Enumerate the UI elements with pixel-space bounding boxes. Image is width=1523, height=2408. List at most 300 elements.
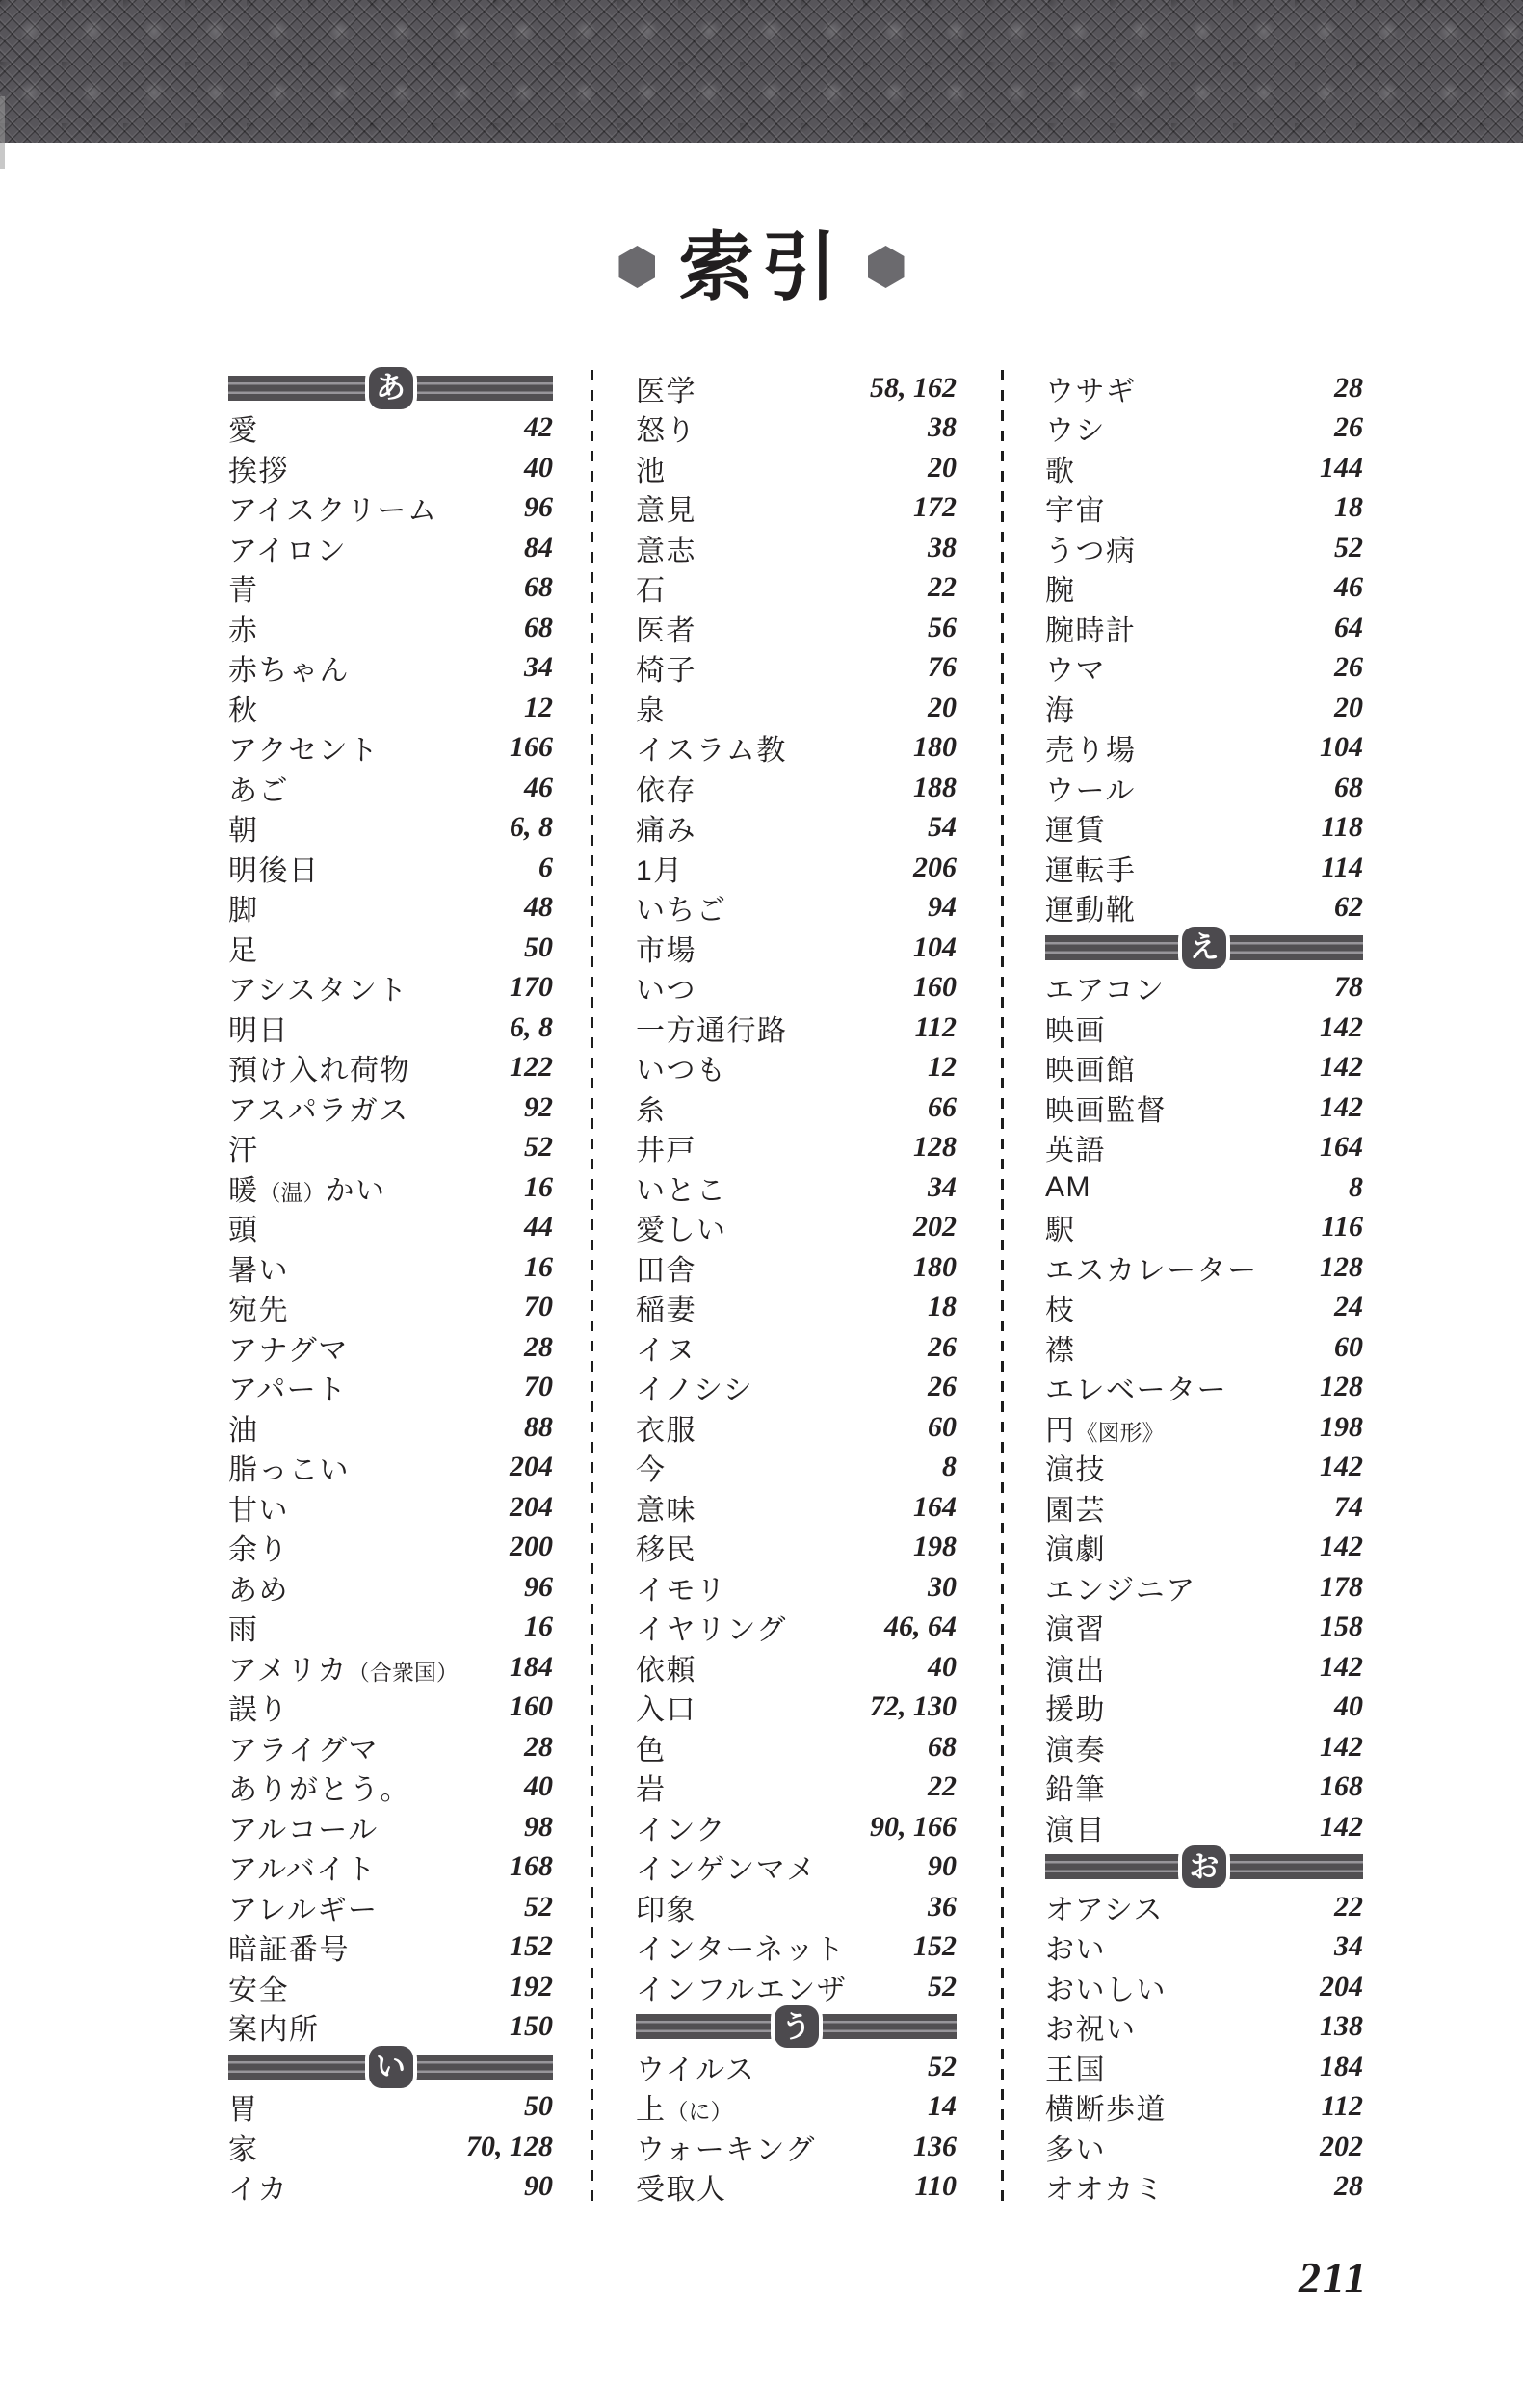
entry-term: 移民: [636, 1534, 696, 1567]
entry-page-numbers: 180: [913, 1250, 957, 1283]
index-entry: [636, 768, 957, 808]
entry-term: 秋: [228, 694, 259, 727]
index-entry: [228, 1288, 553, 1328]
entry-page-numbers: 168: [1320, 1770, 1363, 1803]
section-kana-badge: う: [775, 2005, 819, 2048]
index-entry: [228, 928, 553, 968]
entry-term: アレルギー: [228, 1894, 379, 1926]
entry-page-numbers: 184: [510, 1650, 553, 1683]
entry-page-numbers: 128: [913, 1131, 957, 1164]
index-entry: [1045, 2127, 1363, 2167]
entry-term: イヤリング: [636, 1614, 787, 1647]
entry-term: エアコン: [1045, 975, 1166, 1008]
index-entry: [228, 1327, 553, 1368]
index-entry: [228, 1247, 553, 1288]
entry-term: ウイルス: [636, 2054, 756, 2086]
section-kana-badge: い: [369, 2046, 413, 2088]
entry-term: 演技: [1045, 1454, 1106, 1487]
section-header-い: [228, 2047, 553, 2087]
entry-term: 脚: [228, 895, 259, 928]
entry-page-numbers: 40: [524, 451, 553, 484]
entry-term: いつ: [636, 975, 696, 1008]
entry-term: 上（に）: [636, 2094, 733, 2127]
entry-term: アパート: [228, 1374, 348, 1407]
index-entry: [1045, 1567, 1363, 1608]
index-entry: [228, 1008, 553, 1048]
index-entry: [636, 2127, 957, 2167]
index-entry: [1045, 1048, 1363, 1088]
entry-term: いとこ: [636, 1174, 727, 1207]
index-entry: [228, 848, 553, 888]
index-entry: [228, 448, 553, 488]
entry-term: 田舎: [636, 1254, 696, 1287]
entry-term: 糸: [636, 1094, 667, 1127]
entry-page-numbers: 188: [913, 771, 957, 803]
entry-page-numbers: 22: [1334, 1890, 1363, 1923]
entry-term: インターネット: [636, 1934, 846, 1967]
entry-page-numbers: 94: [928, 891, 957, 924]
index-entry: [228, 2167, 553, 2208]
index-entry: [636, 1128, 957, 1168]
entry-page-numbers: 42: [524, 411, 553, 444]
index-entry: [228, 1487, 553, 1528]
section-header-bar: [1045, 1849, 1363, 1884]
entry-term: 色: [636, 1734, 667, 1767]
entry-term: 暗証番号: [228, 1934, 350, 1967]
entry-page-numbers: 34: [928, 1170, 957, 1203]
index-entry: [1045, 2047, 1363, 2087]
entry-page-numbers: 8: [1349, 1170, 1363, 1203]
entry-page-numbers: 144: [1320, 451, 1363, 484]
entry-term: 印象: [636, 1894, 696, 1926]
entry-page-numbers: 30: [928, 1570, 957, 1603]
entry-term: いつも: [636, 1055, 727, 1087]
entry-page-numbers: 96: [524, 491, 553, 524]
entry-page-numbers: 114: [1321, 851, 1363, 883]
entry-page-numbers: 16: [524, 1250, 553, 1283]
section-header-あ: [228, 368, 553, 408]
entry-page-numbers: 52: [524, 1131, 553, 1164]
entry-page-numbers: 18: [1334, 491, 1363, 524]
entry-term: 朝: [228, 815, 259, 848]
entry-term: 胃: [228, 2094, 259, 2127]
entry-page-numbers: 112: [1321, 2090, 1363, 2123]
entry-term: 売り場: [1045, 735, 1137, 768]
index-entry: [636, 1727, 957, 1767]
index-entry: [636, 2047, 957, 2087]
entry-page-numbers: 104: [1320, 731, 1363, 764]
entry-term: アスパラガス: [228, 1094, 409, 1127]
entry-page-numbers: 202: [913, 1211, 957, 1243]
index-entry: [1045, 1008, 1363, 1048]
section-header-え: [1045, 928, 1363, 968]
entry-page-numbers: 142: [1320, 1810, 1363, 1843]
entry-page-numbers: 28: [1334, 371, 1363, 404]
entry-term: 円《図形》: [1045, 1414, 1165, 1447]
index-entry: [1045, 488, 1363, 529]
index-entry: [228, 1087, 553, 1128]
index-entry: [1045, 1247, 1363, 1288]
entry-term: 汗: [228, 1135, 259, 1167]
entry-term: 衣服: [636, 1414, 696, 1447]
entry-page-numbers: 204: [510, 1451, 553, 1483]
entry-page-numbers: 6: [538, 851, 553, 883]
entry-term: 英語: [1045, 1135, 1106, 1167]
index-entry: [1045, 448, 1363, 488]
entry-term: 雨: [228, 1614, 259, 1647]
entry-page-numbers: 58, 162: [870, 371, 957, 404]
index-entry: [228, 568, 553, 609]
index-entry: [636, 2167, 957, 2208]
entry-page-numbers: 142: [1320, 1650, 1363, 1683]
index-entry: [636, 1448, 957, 1488]
index-entry: [636, 1487, 957, 1528]
index-entry: [228, 1927, 553, 1968]
entry-term: 医学: [636, 375, 696, 407]
index-entry: [1045, 2087, 1363, 2128]
entry-term: 赤: [228, 615, 259, 647]
entry-page-numbers: 68: [1334, 771, 1363, 803]
entry-term: 宛先: [228, 1295, 289, 1327]
entry-term: 脂っこい: [228, 1454, 350, 1487]
hexagon-icon: [618, 246, 655, 288]
entry-page-numbers: 38: [928, 411, 957, 444]
entry-term: いちご: [636, 895, 727, 928]
index-entry: [636, 1647, 957, 1688]
entry-page-numbers: 152: [913, 1930, 957, 1963]
index-entry: [1045, 1368, 1363, 1408]
entry-term: 暖（温）かい: [228, 1174, 386, 1207]
index-entry: [636, 1608, 957, 1648]
entry-page-numbers: 46, 64: [884, 1610, 957, 1643]
index-entry: [636, 648, 957, 689]
entry-term: 依頼: [636, 1654, 696, 1687]
entry-term: 意志: [636, 535, 696, 567]
entry-term: 安全: [228, 1974, 289, 2006]
index-entry: [228, 1528, 553, 1568]
entry-page-numbers: 8: [942, 1451, 957, 1483]
entry-page-numbers: 98: [524, 1810, 553, 1843]
index-entry: [1045, 1727, 1363, 1767]
entry-term: 甘い: [228, 1494, 289, 1527]
entry-page-numbers: 60: [1334, 1330, 1363, 1363]
entry-term: 受取人: [636, 2174, 727, 2207]
entry-page-numbers: 128: [1320, 1371, 1363, 1403]
index-entry: [228, 528, 553, 568]
entry-page-numbers: 38: [928, 531, 957, 563]
index-entry: [1045, 1688, 1363, 1728]
index-entry: [636, 688, 957, 728]
entry-page-numbers: 90, 166: [870, 1810, 957, 1843]
entry-page-numbers: 60: [928, 1410, 957, 1443]
index-entry: [636, 1847, 957, 1888]
index-entry: [636, 1247, 957, 1288]
entry-page-numbers: 204: [1320, 1970, 1363, 2002]
index-entry: [228, 2007, 553, 2048]
index-entry: [1045, 1167, 1363, 1208]
index-entry: [228, 648, 553, 689]
entry-term: あご: [228, 774, 289, 807]
entry-page-numbers: 68: [928, 1730, 957, 1763]
index-entry: [228, 488, 553, 529]
entry-page-numbers: 88: [524, 1410, 553, 1443]
index-entry: [1045, 2007, 1363, 2048]
entry-page-numbers: 72, 130: [870, 1690, 957, 1723]
entry-term: 誤り: [228, 1694, 289, 1727]
index-entry: [1045, 688, 1363, 728]
index-entry: [228, 1368, 553, 1408]
page-title: 索引: [678, 224, 845, 309]
index-entry: [1045, 1128, 1363, 1168]
entry-page-numbers: 24: [1334, 1291, 1363, 1323]
entry-term: AM: [1045, 1170, 1091, 1203]
index-entry: [228, 1807, 553, 1847]
index-entry: [636, 1208, 957, 1248]
entry-term: インフルエンザ: [636, 1974, 848, 2006]
index-entry: [636, 1167, 957, 1208]
entry-term: ウシ: [1045, 415, 1106, 448]
entry-page-numbers: 56: [928, 611, 957, 643]
index-entry: [636, 1927, 957, 1968]
entry-page-numbers: 172: [913, 491, 957, 524]
index-entry: [228, 1448, 553, 1488]
section-header-bar: [228, 2050, 553, 2084]
entry-page-numbers: 142: [1320, 1090, 1363, 1123]
index-entry: [228, 2127, 553, 2167]
entry-page-numbers: 64: [1334, 611, 1363, 643]
decorative-plaid-banner: [0, 0, 1523, 143]
entry-term: 腕時計: [1045, 615, 1137, 647]
index-column-1: [228, 368, 553, 2207]
index-entry: [1045, 368, 1363, 408]
entry-term: アシスタント: [228, 975, 408, 1008]
entry-term: 演出: [1045, 1654, 1106, 1687]
index-entry: [1045, 1288, 1363, 1328]
term-annotation: （温）: [258, 1179, 326, 1205]
entry-term: イヌ: [636, 1334, 696, 1367]
entry-page-numbers: 26: [928, 1330, 957, 1363]
entry-term: 愛: [228, 415, 259, 448]
index-entry: [1045, 1528, 1363, 1568]
entry-page-numbers: 76: [928, 651, 957, 684]
entry-page-numbers: 18: [928, 1291, 957, 1323]
entry-term: 一方通行路: [636, 1014, 788, 1047]
entry-page-numbers: 12: [928, 1051, 957, 1084]
index-entry: [636, 1087, 957, 1128]
entry-term: 腕: [1045, 575, 1076, 608]
entry-term: 余り: [228, 1534, 289, 1567]
entry-term: 暑い: [228, 1254, 289, 1287]
entry-term: 横断歩道: [1045, 2094, 1167, 2127]
index-entry: [228, 1407, 553, 1448]
entry-page-numbers: 142: [1320, 1730, 1363, 1763]
entry-term: 預け入れ荷物: [228, 1055, 410, 1087]
entry-page-numbers: 6, 8: [510, 1010, 553, 1043]
entry-term: アルコール: [228, 1814, 379, 1846]
entry-term: アイスクリーム: [228, 495, 438, 528]
entry-page-numbers: 202: [1320, 2130, 1363, 2162]
entry-term: 海: [1045, 694, 1076, 727]
index-entry: [636, 1368, 957, 1408]
index-entry: [228, 1967, 553, 2007]
index-entry: [228, 1647, 553, 1688]
entry-term: エスカレーター: [1045, 1254, 1258, 1287]
index-entry: [636, 2087, 957, 2128]
entry-page-numbers: 28: [1334, 2170, 1363, 2203]
entry-term: 依存: [636, 774, 696, 807]
index-entry: [228, 1167, 553, 1208]
entry-page-numbers: 158: [1320, 1610, 1363, 1643]
column-separator-dashed-line: [1001, 370, 1004, 2206]
index-entry: [228, 728, 553, 769]
index-entry: [636, 1688, 957, 1728]
entry-term: 映画: [1045, 1014, 1106, 1047]
index-entry: [636, 1887, 957, 1927]
entry-term: イスラム教: [636, 735, 787, 768]
entry-page-numbers: 44: [524, 1211, 553, 1243]
entry-page-numbers: 92: [524, 1090, 553, 1123]
section-header-う: [636, 2007, 957, 2048]
index-entry: [636, 1288, 957, 1328]
entry-term: 青: [228, 575, 259, 608]
section-kana-badge: え: [1182, 927, 1226, 969]
entry-page-numbers: 110: [914, 2170, 957, 2203]
entry-term: イカ: [228, 2174, 289, 2207]
entry-page-numbers: 206: [913, 851, 957, 883]
entry-term: 運賃: [1045, 815, 1106, 848]
entry-page-numbers: 160: [913, 971, 957, 1004]
section-kana-badge: お: [1182, 1845, 1226, 1888]
index-entry: [636, 1767, 957, 1808]
index-entry: [228, 408, 553, 449]
entry-page-numbers: 204: [510, 1490, 553, 1523]
index-entry: [636, 568, 957, 609]
index-entry: [1045, 1967, 1363, 2007]
entry-page-numbers: 122: [510, 1051, 553, 1084]
entry-page-numbers: 14: [928, 2090, 957, 2123]
entry-page-numbers: 152: [510, 1930, 553, 1963]
entry-term: 演劇: [1045, 1534, 1106, 1567]
index-column-2: [636, 368, 957, 2207]
entry-term: 宇宙: [1045, 495, 1106, 528]
index-entry: [228, 768, 553, 808]
entry-page-numbers: 116: [1321, 1211, 1363, 1243]
entry-page-numbers: 52: [928, 1970, 957, 2002]
entry-page-numbers: 74: [1334, 1490, 1363, 1523]
entry-term: 入口: [636, 1694, 696, 1727]
index-entry: [1045, 1087, 1363, 1128]
entry-page-numbers: 12: [524, 691, 553, 723]
index-entry: [1045, 1927, 1363, 1968]
index-entry: [636, 1567, 957, 1608]
entry-term: エレベーター: [1045, 1374, 1227, 1407]
section-kana-badge: あ: [369, 367, 413, 409]
index-entry: [1045, 728, 1363, 769]
entry-page-numbers: 46: [524, 771, 553, 803]
entry-term: アイロン: [228, 535, 348, 567]
entry-term: インゲンマメ: [636, 1854, 817, 1887]
entry-page-numbers: 78: [1334, 971, 1363, 1004]
entry-page-numbers: 70, 128: [466, 2130, 553, 2162]
entry-page-numbers: 6, 8: [510, 811, 553, 844]
entry-page-numbers: 198: [913, 1531, 957, 1563]
entry-page-numbers: 52: [928, 2050, 957, 2082]
entry-page-numbers: 34: [524, 651, 553, 684]
entry-page-numbers: 104: [913, 930, 957, 963]
index-entry: [1045, 2167, 1363, 2208]
entry-term: おい: [1045, 1934, 1106, 1967]
entry-term: うつ病: [1045, 535, 1137, 567]
entry-term: 歌: [1045, 455, 1076, 487]
section-header-bar: [228, 371, 553, 406]
entry-term: アライグマ: [228, 1734, 379, 1767]
entry-term: イモリ: [636, 1574, 727, 1607]
entry-term: 意見: [636, 495, 696, 528]
entry-page-numbers: 22: [928, 571, 957, 604]
entry-term: 赤ちゃん: [228, 655, 350, 688]
index-entry: [1045, 1407, 1363, 1448]
index-entry: [1045, 848, 1363, 888]
entry-term: 足: [228, 934, 259, 967]
entry-page-numbers: 50: [524, 2090, 553, 2123]
entry-page-numbers: 184: [1320, 2050, 1363, 2082]
entry-term: エンジニア: [1045, 1574, 1196, 1607]
entry-term: 油: [228, 1414, 259, 1447]
index-entry: [1045, 1208, 1363, 1248]
entry-term: 園芸: [1045, 1494, 1106, 1527]
entry-term: アクセント: [228, 735, 380, 768]
index-entry: [636, 528, 957, 568]
index-entry: [636, 1327, 957, 1368]
index-entry: [228, 2087, 553, 2128]
entry-page-numbers: 28: [524, 1330, 553, 1363]
entry-page-numbers: 96: [524, 1570, 553, 1603]
index-column-3: [1045, 368, 1363, 2207]
index-entry: [1045, 408, 1363, 449]
index-entry: [636, 448, 957, 488]
entry-term: 岩: [636, 1774, 667, 1807]
index-entry: [1045, 1608, 1363, 1648]
entry-term: ウール: [1045, 774, 1136, 807]
entry-page-numbers: 138: [1320, 2010, 1363, 2043]
index-entry: [1045, 1807, 1363, 1847]
entry-term: 1月: [636, 854, 684, 887]
entry-page-numbers: 84: [524, 531, 553, 563]
entry-term: お祝い: [1045, 2014, 1137, 2047]
entry-page-numbers: 178: [1320, 1570, 1363, 1603]
index-entry: [228, 608, 553, 648]
index-entry: [1045, 1487, 1363, 1528]
entry-page-numbers: 22: [928, 1770, 957, 1803]
index-entry: [228, 888, 553, 929]
index-entry: [1045, 1448, 1363, 1488]
section-header-お: [1045, 1847, 1363, 1888]
index-entry: [1045, 608, 1363, 648]
entry-term: 鉛筆: [1045, 1774, 1106, 1807]
entry-term: 襟: [1045, 1334, 1076, 1367]
entry-term: 運転手: [1045, 854, 1137, 887]
entry-page-numbers: 160: [510, 1690, 553, 1723]
entry-page-numbers: 66: [928, 1090, 957, 1123]
entry-term: 多い: [1045, 2133, 1106, 2166]
entry-page-numbers: 36: [928, 1890, 957, 1923]
index-entry: [636, 408, 957, 449]
index-entry: [636, 728, 957, 769]
entry-term: 演目: [1045, 1814, 1106, 1846]
index-entry: [228, 1887, 553, 1927]
entry-page-numbers: 90: [524, 2170, 553, 2203]
entry-term: ウマ: [1045, 655, 1106, 688]
